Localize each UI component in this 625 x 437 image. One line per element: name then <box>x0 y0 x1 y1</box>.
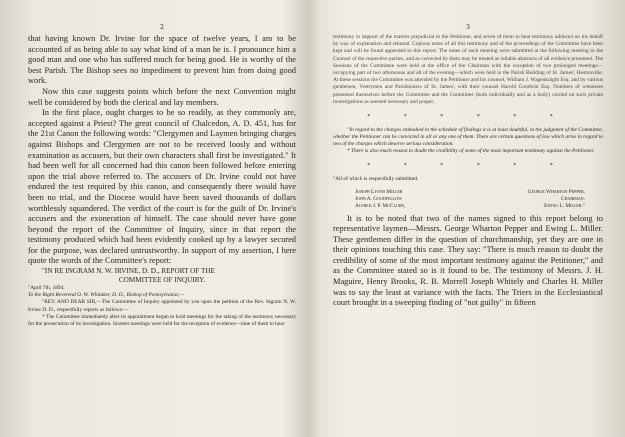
paragraph: that having known Dr. Irvine for the space of twelve years, I am to be accounted of as being able to say what kind of a man he is. I pronounce him a good man and one who has suffered much for being good. He is worthy of the best Parish. The Bishop sees no impediment to prevent him from doing good work. <box>28 34 296 86</box>
signature: George Wharton Pepper, <box>527 189 585 196</box>
left-page-body <box>28 34 296 328</box>
page-number: 2 <box>160 24 164 31</box>
signature: Chairman. <box>561 196 585 203</box>
report-continuation: testimony in support of the matters prejudicial to the Petitioner, and seven of them to hear testimony adduced on his behalf by way of explanation and rebuttal. Copious notes of all this testimony and of the proceedings of the Committee have been kept and will be found appended to this report. The notes of each meeting were submitted at the following meeting to the Counsel of the respective parties, and as corrected by them may be treated as reliable abstracts of all evidence presented. The Sessions of the Committee were held at the office of the Chairman with the exception of two prolonged meetings—occupying part of two afternoons and all of the evening—which were held in the Parish Building of St. James', Hestonville. At these sessions the Committee was attended by the Petitioner and his counsel, William J. Wagenknight Esq. and by various gentlemen, Vestrymen and Parishioners of St. James', with their counsel Harold Goodwin Esq. Numbers of witnesses presented themselves before the Committee and the Committee (both individually and as a body) carried on such private investigations as seemed necessary and proper. <box>333 34 603 105</box>
report-heading: "IN RE INGRAM N. W. IRVINE, D. D., REPORT OF THE <box>42 267 215 276</box>
report-quote: "In regard to the charges embodied in the schedule of findings it is at least doubtful, in the judgment of the Committee, whether the Petitioner can be convicted in all or any one of them. There are certain questions of law which arise in regard to two of the charges which deserve serious consideration. <box>333 126 603 148</box>
signatures-left <box>355 189 405 210</box>
signature: Alfred J. P. McClure, <box>355 203 406 210</box>
ellipsis-stars: * * * * * * <box>367 163 569 170</box>
right-page <box>313 0 625 437</box>
signature: John A. Goodfellow <box>355 196 402 203</box>
signature: Ewing L. Miller." <box>544 203 585 210</box>
paragraph: It is to be noted that two of the names signed to this report belong to representative laymen—Messrs. George Wharton Pepper and Ewing L. Miller. These gentlemen differ in the question of churchmanship, yet they are one in their opinions touching this case. They say: "There is much reason to doubt the credibility of some of the most important testimony against the Petitioner," and as the Committee stated so is it found to be. The testimony of Messrs. J. H. Maguire, Henry Brooks, R. B. Morrell Joseph Whitely and Charles H. Miller was to say the least at variance with the facts. The Triers in the Ecclesiastical court brought in a sweeping finding of "not guilty" in fifteen <box>333 213 603 308</box>
report-address: To the Right Reverend O. W. Whitaker, D. D., Bishop of Pennsylvania;— <box>28 292 185 299</box>
signature: Joseph Lyons Miller <box>355 189 403 196</box>
ellipsis-stars: * * * * * * <box>367 114 569 121</box>
page-number: 3 <box>466 24 470 31</box>
report-footnote: * The Committee immediately after its appointment began to hold meetings for the taking of the testimony necessary for the prosecution of its investigation. Sixteen meetings were held for the reception of evidence—nine of them to hear <box>28 313 296 328</box>
report-submitted: "All of which is respectfully submitted. <box>333 176 419 183</box>
signatures-right <box>528 189 585 210</box>
right-page-body <box>333 34 603 309</box>
report-heading-2: COMMITTEE OF INQUIRY. <box>118 276 206 285</box>
paragraph: Now this case suggests points which before the next Convention might well be considered by both the clerical and lay members. <box>28 86 296 107</box>
paragraph: In the first place, ought charges to be so readily, as they commonly are, accepted against a Priest? The great council of Chalcedon, A. D. 451, has for the 21st Canon the following words: "Clergymen and Laymen bringing charges against Bishops and Clergymen are not to be received loosly and without examination as accusers, but their own characters shall first be investigated." It had been well for all concerned had this canon been followed before entering upon the trial above referred to. The accusers of Dr. Irvine could not have endured the test required by this canon, and consequently there would have been no trial, and the Diocese would have been saved thousands of dollars worthlessly squandered. The verdict of the court is for the guilt of Dr. Irvine's accusers and the exoneration of himself. The case should never have gone beyond the report of the Committee of Inquiry, since in that report the testimony produced which had been evidently cooked up by a lawyer secured for the purpose, was declared untrustworthy. In support of my assertion, I here quote the words of the Committee's report: <box>28 108 296 266</box>
left-page <box>0 0 312 437</box>
report-date: "April 7th, 1894. <box>28 285 65 292</box>
signature-block <box>333 189 603 210</box>
report-salutation: "REV. AND DEAR SIR,—The Committee of Inquiry appointed by you upon the petition of the Rev. Ingram N. W. Irvine D. D., respectfully reports as follows:— <box>28 299 296 313</box>
report-quote: * There is also much reason to doubt the credibility of some of the most important testimony against the Petitioner. <box>347 148 595 155</box>
